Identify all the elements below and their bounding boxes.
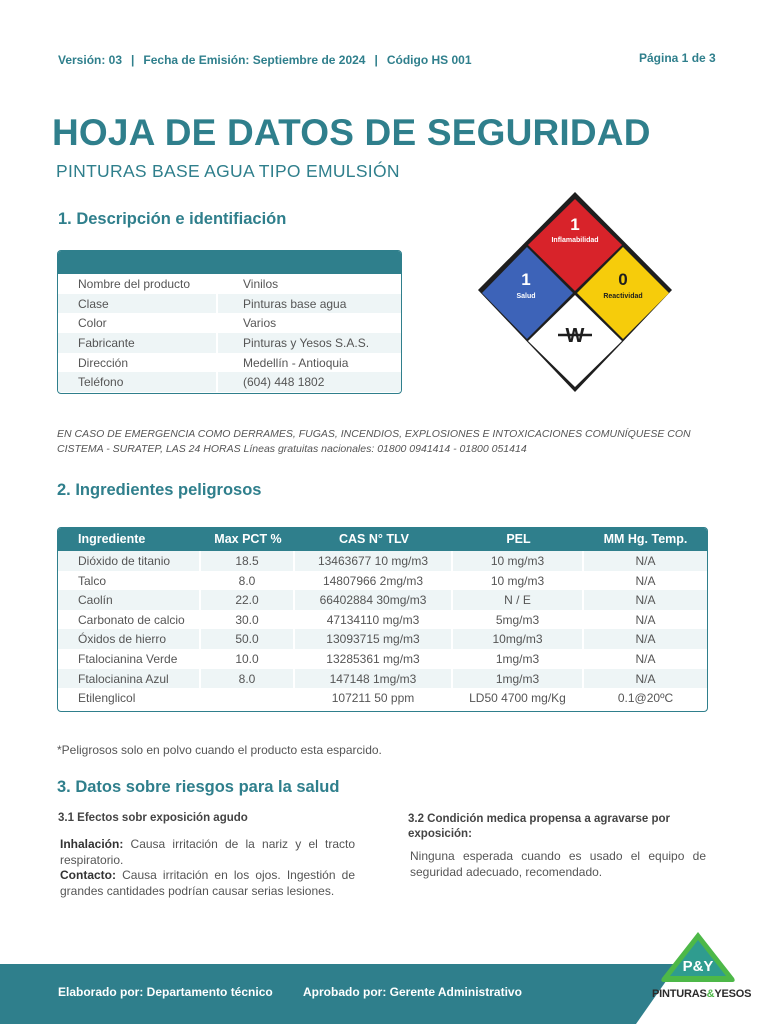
mm-hg-temp-cell: 0.1@20ºC	[617, 691, 674, 706]
flammability-value: 1	[570, 215, 580, 234]
contact-text: Causa irritación en los ojos. Ingestión de grandes cantidades podrían causar serias lesiones.	[60, 868, 355, 898]
subsection-3-2-title: 3.2 Condición medica propensa a agravarse por exposición:	[408, 813, 671, 840]
logo-word-2: YESOS	[714, 988, 752, 1000]
cas-tlv-cell: 147148 1mg/m3	[295, 669, 453, 689]
table-row	[58, 688, 707, 708]
identification-row	[58, 274, 401, 294]
inhalation-text: Causa irritación de la nariz y el tracto respiratorio.	[60, 837, 355, 867]
identification-table-body	[58, 274, 401, 392]
section1-title: 1. Descripción e identifiación	[58, 210, 287, 228]
max-pct-cell: 30.0	[201, 610, 295, 630]
version-text: Versión: 03	[58, 53, 123, 67]
pel-cell: N / E	[453, 590, 584, 610]
mm-hg-temp-cell: N/A	[635, 593, 656, 608]
table-row	[58, 629, 707, 649]
approved-by-text: Aprobado por: Gerente Administrativo	[303, 985, 522, 999]
special-water-reactive-symbol: W	[565, 325, 585, 347]
cas-tlv-cell: 14807966 2mg/m3	[295, 571, 453, 591]
cas-tlv-cell: 47134110 mg/m3	[295, 610, 453, 630]
identification-value: Medellín - Antioquia	[243, 355, 349, 370]
cas-tlv-cell: 107211 50 ppm	[295, 688, 453, 708]
column-header-mm-hg-temp: MM Hg. Temp.	[603, 532, 688, 546]
max-pct-cell: 8.0	[201, 669, 295, 689]
logo-mark-text: P&Y	[682, 958, 714, 975]
cas-tlv-cell: 66402884 30mg/m3	[295, 590, 453, 610]
section3-title: 3. Datos sobre riesgos para la salud	[57, 778, 340, 796]
nfpa-hazard-diamond	[476, 190, 674, 394]
page-subtitle: PINTURAS BASE AGUA TIPO EMULSIÓN	[56, 161, 400, 181]
inhalation-label: Inhalación:	[60, 837, 124, 851]
identification-label: Nombre del producto	[58, 274, 218, 294]
acute-effects-text	[60, 837, 355, 899]
table-row	[58, 571, 707, 591]
identification-value: (604) 448 1802	[243, 375, 325, 390]
identification-value: Pinturas base agua	[243, 296, 347, 311]
identification-table	[57, 250, 402, 394]
mm-hg-temp-cell: N/A	[635, 612, 656, 627]
identification-label: Clase	[58, 294, 218, 314]
aggravated-condition-text: Ninguna esperada cuando es usado el equipo de seguridad adecuado, recomendado.	[410, 849, 706, 879]
contact-label: Contacto:	[60, 868, 116, 882]
cas-tlv-cell: 13093715 mg/m3	[295, 629, 453, 649]
table-row	[58, 551, 707, 571]
identification-label: Teléfono	[58, 372, 218, 392]
column-header-pel: PEL	[506, 532, 531, 546]
prepared-by-text: Elaborado por: Departamento técnico	[58, 985, 273, 999]
document-code-text: Código HS 001	[386, 53, 472, 67]
identification-row	[58, 294, 401, 314]
cas-tlv-cell: 13285361 mg/m3	[295, 649, 453, 669]
document-header	[58, 53, 472, 67]
mm-hg-temp-cell: N/A	[635, 651, 656, 666]
column-header-max-pct: Max PCT %	[214, 532, 282, 546]
ingredients-table-body	[58, 551, 707, 708]
pel-cell: LD50 4700 mg/Kg	[453, 688, 584, 708]
identification-row	[58, 313, 401, 333]
cas-tlv-cell: 13463677 10 mg/m3	[295, 551, 453, 571]
reactivity-label: Reactividad	[603, 293, 643, 300]
health-value: 1	[521, 270, 531, 289]
pel-cell: 5mg/m3	[453, 610, 584, 630]
pel-cell: 10 mg/m3	[453, 551, 584, 571]
ingredient-cell: Etilenglicol	[58, 688, 201, 708]
table-row	[58, 590, 707, 610]
identification-label: Dirección	[58, 353, 218, 373]
header-separator: |	[131, 53, 135, 67]
ingredients-table	[57, 527, 708, 712]
subsection-3-1-title: 3.1 Efectos sobr exposición agudo	[58, 812, 248, 824]
header-separator: |	[374, 53, 378, 67]
column-header-cas-tlv: CAS N° TLV	[338, 532, 410, 546]
logo-word-1: PINTURAS	[652, 988, 707, 1000]
page-number: Página 1 de 3	[639, 51, 716, 65]
emergency-note: EN CASO DE EMERGENCIA COMO DERRAMES, FUGAS, INCENDIOS, EXPLOSIONES E INTOXICACIONES COMUNÍQUESE CON CISTEMA - SURATEP, LAS 24 HORAS Líneas gratuitas nacionales: 01800 0941414 - 01800 051414	[57, 428, 691, 455]
health-label: Salud	[516, 293, 536, 300]
max-pct-cell: 18.5	[201, 551, 295, 571]
ingredient-cell: Talco	[58, 571, 201, 591]
logo-ampersand: &	[706, 988, 715, 1000]
identification-value: Varios	[243, 316, 277, 331]
mm-hg-temp-cell: N/A	[635, 632, 656, 647]
identification-label: Fabricante	[58, 333, 218, 353]
table-row	[58, 610, 707, 630]
pel-cell: 1mg/m3	[453, 669, 584, 689]
ingredient-cell: Óxidos de hierro	[58, 629, 201, 649]
ingredient-cell: Ftalocianina Azul	[58, 669, 201, 689]
max-pct-cell: 22.0	[201, 590, 295, 610]
ingredients-table-header	[58, 528, 707, 551]
identification-value: Pinturas y Yesos S.A.S.	[243, 336, 370, 351]
mm-hg-temp-cell: N/A	[635, 671, 656, 686]
mm-hg-temp-cell: N/A	[635, 573, 656, 588]
identification-row	[58, 353, 401, 373]
page-title: HOJA DE DATOS DE SEGURIDAD	[52, 112, 651, 153]
identification-row	[58, 372, 401, 392]
ingredient-cell: Caolín	[58, 590, 201, 610]
identification-row	[58, 333, 401, 353]
pel-cell: 1mg/m3	[453, 649, 584, 669]
max-pct-cell	[201, 688, 295, 708]
pel-cell: 10 mg/m3	[453, 571, 584, 591]
table-row	[58, 669, 707, 689]
identification-label: Color	[58, 313, 218, 333]
identification-table-header	[58, 251, 401, 274]
section2-title: 2. Ingredientes peligrosos	[57, 481, 262, 499]
max-pct-cell: 8.0	[201, 571, 295, 591]
mm-hg-temp-cell: N/A	[635, 554, 656, 568]
ingredient-cell: Carbonato de calcio	[58, 610, 201, 630]
max-pct-cell: 10.0	[201, 649, 295, 669]
flammability-label: Inflamabilidad	[551, 237, 599, 244]
emission-date-text: Fecha de Emisión: Septiembre de 2024	[143, 53, 366, 67]
column-header-ingredient: Ingrediente	[78, 532, 146, 546]
ingredient-cell: Dióxido de titanio	[58, 551, 201, 571]
reactivity-value: 0	[618, 270, 628, 289]
pel-cell: 10mg/m3	[453, 629, 584, 649]
max-pct-cell: 50.0	[201, 629, 295, 649]
identification-value: Vinilos	[243, 277, 279, 291]
logo-wordmark	[652, 988, 752, 1000]
table-row	[58, 649, 707, 669]
ingredient-cell: Ftalocianina Verde	[58, 649, 201, 669]
ingredients-footnote: *Peligrosos solo en polvo cuando el producto esta esparcido.	[57, 743, 382, 757]
